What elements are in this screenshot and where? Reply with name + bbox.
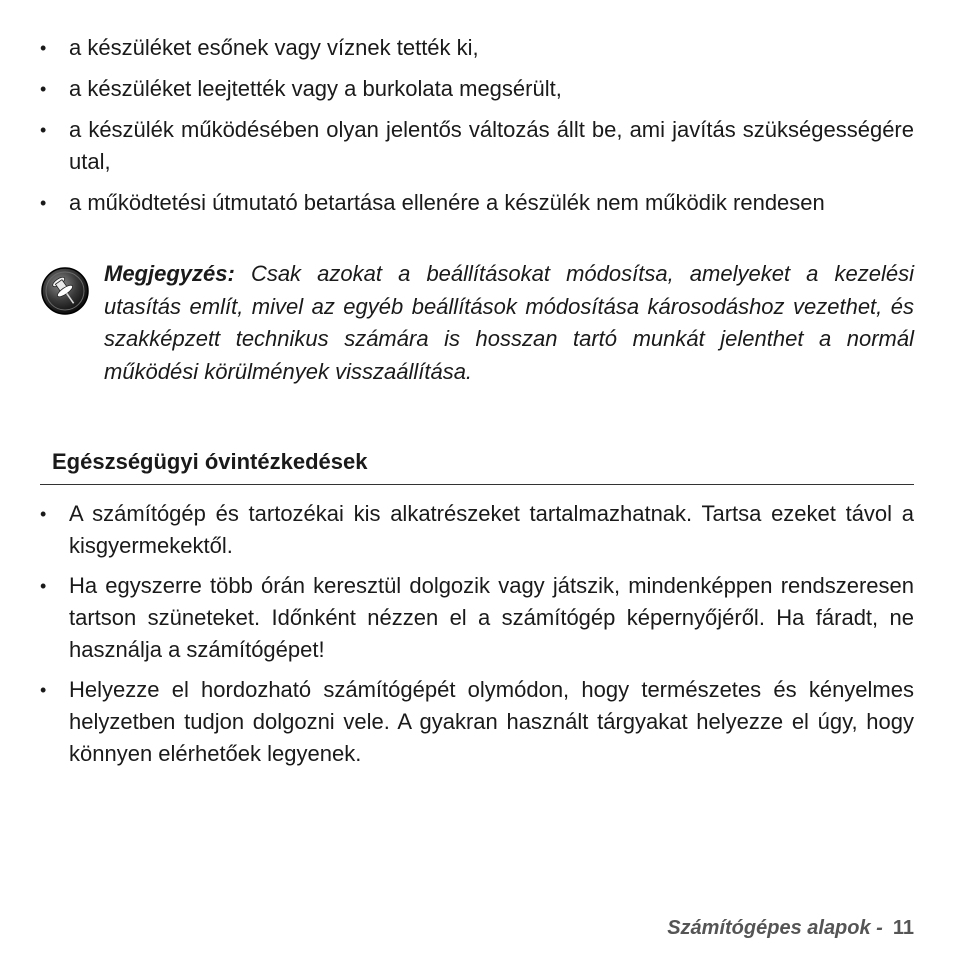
list-item [40, 498, 914, 562]
section-heading: Egészségügyi óvintézkedések [52, 449, 368, 474]
bullet-icon: • [40, 504, 47, 524]
section-divider [40, 484, 914, 485]
note-body: Csak azokat a beállításokat módosítsa, amelyeket a kezelési utasítás említ, mivel az egyéb beállítások módosítása károsodáshoz vezethet, és szakképzett technikus számára is hosszan tartó munkát jelenthet a normál működési körülmények visszaállítása. [104, 261, 914, 384]
list-item-text: Helyezze el hordozható számítógépét olymódon, hogy természetes és kényelmes helyzetben tudjon dolgozni vele. A gyakran használt tárgyakat helyezze el úgy, hogy könnyen elérhetőek legyenek. [69, 677, 914, 766]
health-precautions-list [40, 498, 914, 778]
list-item [40, 570, 914, 666]
page-footer [667, 914, 914, 942]
page-number: 11 [892, 917, 914, 939]
list-item [40, 32, 914, 64]
list-item [40, 73, 914, 105]
list-item [40, 114, 914, 178]
list-item-text: Ha egyszerre több órán keresztül dolgozik vagy játszik, mindenképpen rendszeresen tartson szüneteket. Időnként nézzen el a számítógép képernyőjéről. Ha fáradt, ne használja a számítógépet! [69, 573, 914, 662]
footer-chapter-title: Számítógépes alapok - [667, 917, 883, 939]
list-item-text: a működtetési útmutató betartása ellenére a készülék nem működik rendesen [69, 190, 825, 215]
list-item-text: A számítógép és tartozékai kis alkatrészeket tartalmazhatnak. Tartsa ezeket távol a kisgyermekektől. [69, 501, 914, 558]
list-item [40, 187, 914, 219]
bullet-icon: • [40, 79, 47, 99]
note-box [40, 258, 914, 428]
note-text [104, 258, 914, 388]
list-item-text: a készüléket esőnek vagy víznek tették ki, [69, 35, 479, 60]
list-item-text: a készüléket leejtették vagy a burkolata megsérült, [69, 76, 562, 101]
note-label: Megjegyzés: [104, 261, 235, 286]
bullet-icon: • [40, 193, 47, 213]
condition-list [40, 32, 914, 228]
list-item-text: a készülék működésében olyan jelentős változás állt be, ami javítás szükségességére utal, [69, 117, 914, 174]
pushpin-note-icon [40, 266, 90, 316]
bullet-icon: • [40, 576, 47, 596]
bullet-icon: • [40, 120, 47, 140]
bullet-icon: • [40, 680, 47, 700]
bullet-icon: • [40, 38, 47, 58]
list-item [40, 674, 914, 770]
